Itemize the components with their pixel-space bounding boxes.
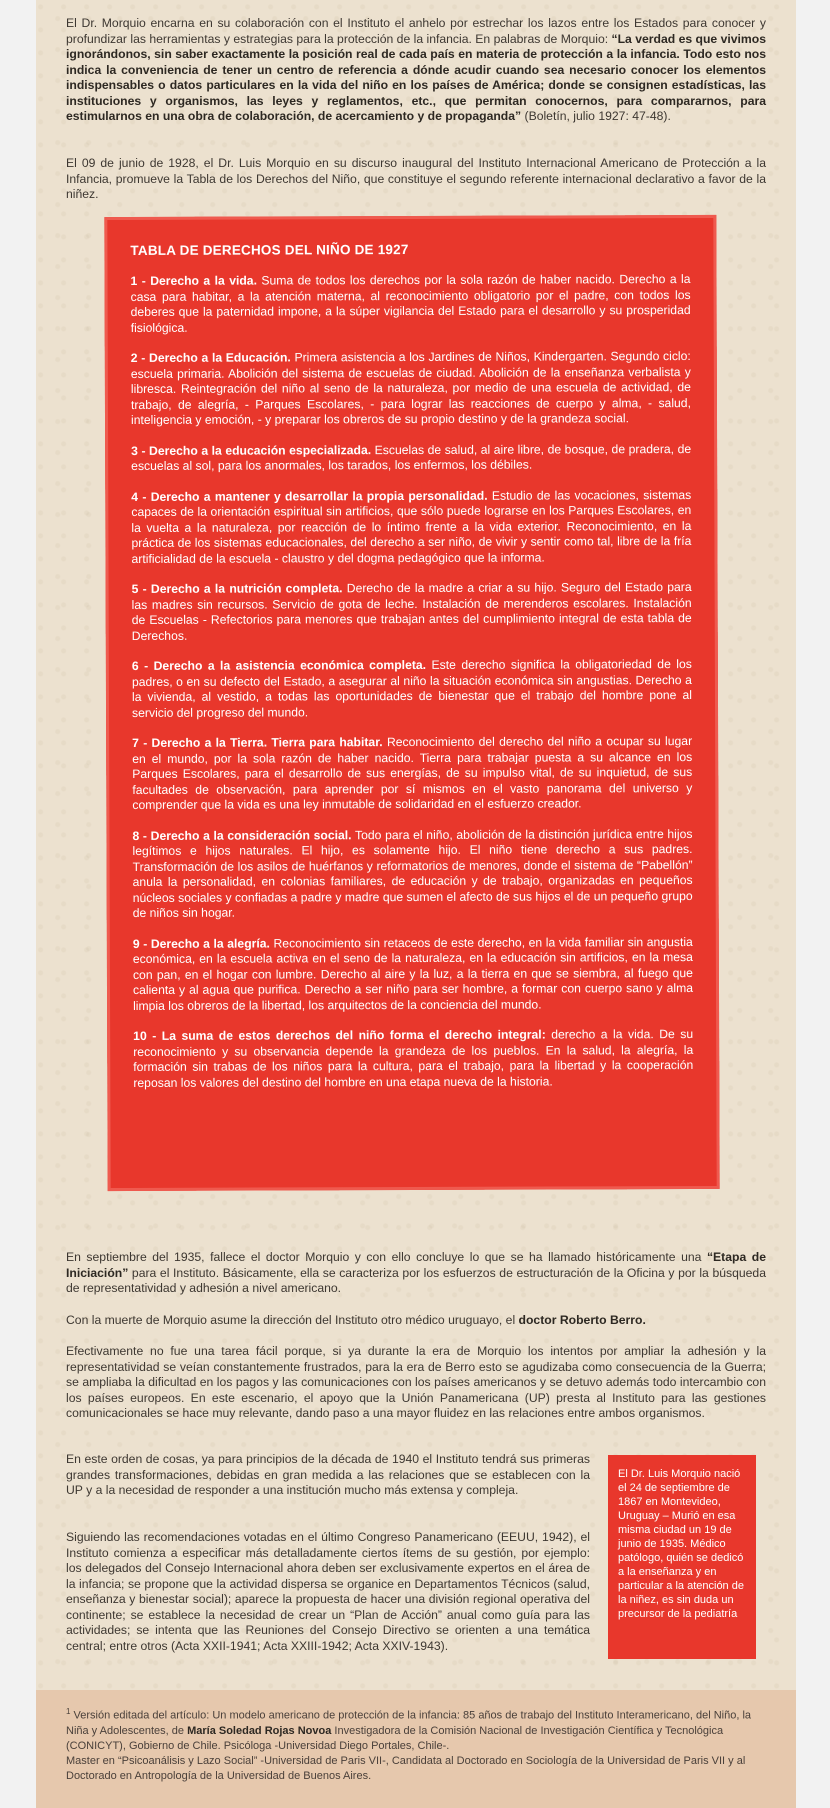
right-item-text: Estudio de las vocaciones, sistemas capaces de la orientación espiritual sin artificios, que sólo puede lograrse en los Parques Escolares, en la vuelta a la naturaleza, por reacción de lo íntimo frente a la vida exterior. Reconocimiento, en la práctica de los sistemas educacionales, del derecho a ser niño, de vivir y sentir como tal, libre de la fría artificialidad de la escuela - claustro y del dogma pedagógico que la informa.	[131, 487, 692, 566]
roberto-berro-name: doctor Roberto Berro.	[518, 1313, 646, 1327]
quote-citation: (Boletín, julio 1927: 47-48).	[521, 109, 671, 123]
paragraph-congreso: Siguiendo las recomendaciones votadas en el último Congreso Panamericano (EEUU, 1942), el Instituto comienza a especificar más detalladamente ciertos ítems de su gestión, por ejemplo: los delegados del Consejo Internacional ahora deben ser exclusivamente expertos en el área de la infancia; se propone que la actividad dispersa se organice en Departamentos Técnicos (salud, enseñanza y bienestar social); aparece la propuesta de hacer una división regional operativa del continente; se establece la necesidad de crear un “Plan de Acción” anual como guía para las actividades; se intenta que las Reuniones del Consejo Directivo se orienten a una temática central; entre otros (Acta XXII-1941; Acta XXIII-1942; Acta XXIV-1943).	[66, 1530, 590, 1653]
right-item-title: 10 - La suma de estos derechos del niño forma el derecho integral:	[133, 1027, 546, 1043]
intro-paragraph-1928: El 09 de junio de 1928, el Dr. Luis Morquio en su discurso inaugural del Instituto Internacional Americano de Protección a la Infancia, promueve la Tabla de los Derechos del Niño, que constituye el segundo referente internacional declarativo a favor de la niñez.	[66, 156, 766, 201]
paragraph-text: Con la muerte de Morquio asume la dirección del Instituto otro médico uruguayo, el	[66, 1313, 519, 1327]
rights-table-title: TABLA DE DERECHOS DEL NIÑO DE 1927	[130, 242, 409, 258]
morquio-bio-text: El Dr. Luis Morquio nació el 24 de septiembre de 1867 en Montevideo, Uruguay – Murió en esa misma ciudad un 19 de junio de 1935. Médico patólogo, quién se dedicó a la enseñanza y en particular a la atención de la niñez, es sin duda un precursor de la pediatría	[618, 1468, 744, 1620]
right-item	[132, 580, 692, 644]
right-item	[131, 442, 691, 475]
paragraph-1940: En este orden de cosas, ya para principios de la década de 1940 el Instituto tendrá sus primeras grandes transformaciones, debidas en gran medida a las relaciones que se establecen con la UP y a la necesidad de responder a una institución mucho más extensa y compleja.	[66, 1452, 590, 1497]
morquio-quote: “La verdad es que vivimos ignorándonos, sin saber exactamente la posición real de cada país en materia de protección a la infancia. Todo esto nos indica la conveniencia de tener un centro de referencia a dónde acudir cuando sea necesario conocer los elementos indispensables o datos particulares en la vida del niño en los países de América; donde se consignen estadísticas, las instituciones y organismos, las leyes y reglamentos, etc., que permitan conocernos, para compararnos, para estimularnos en una obra de colaboración, de acercamiento y de propaganda”	[66, 31, 766, 123]
right-item-title: 8 - Derecho a la consideración social.	[132, 827, 352, 843]
article-page	[36, 0, 796, 1808]
intro-paragraph-morquio	[66, 16, 766, 125]
morquio-bio-box	[608, 1455, 756, 1659]
right-item-title: 7 - Derecho a la Tierra. Tierra para habitar.	[132, 735, 383, 750]
intro-text: El Dr. Morquio encarna en su colaboración con el Instituto el anhelo por estrechar los lazos entre los Estados para conocer y profundizar las herramientas y estrategias para la protección de la infancia. En palabras de Morquio:	[66, 16, 766, 46]
right-item-title: 5 - Derecho a la nutrición completa.	[131, 581, 343, 596]
right-item-text: Reconocimiento sin retaceos de este derecho, en la vida familiar sin angustia económica, en la escuela activa en el seno de la naturaleza, en la educación sin artificios, en la mesa con pan, en el hogar con lumbre. Derecho al aire y la luz, a la tierra en que se siembra, al fuego que calienta y al agua que purifica. Derecho a ser niño para ser hombre, a formar con cuerpo sano y alma limpia los obreros de la libertad, los arquitectos de la conciencia del mundo.	[132, 934, 694, 1013]
footnote-box	[36, 1690, 796, 1808]
footnote-part: Master en “Psicoanálisis y Lazo Social” -Universidad de Paris VII-, Candidata al Doctorado en Sociología de la Universidad de Paris VII y al Doctorado en Antropología de la Universidad de Buenos Aires.	[66, 1754, 746, 1782]
right-item-text: Primera asistencia a los Jardines de Niños, Kindergarten. Segundo ciclo: escuela primaria. Abolición del sistema de escuelas de ciudad. Abolición de la enseñanza verbalista y libresca. Reintegración del niño al seno de la naturaleza, por medio de una escuela de actividad, de trabajo, de alegría, - Parques Escolares, - para lograr las reacciones de cuerpo y alma, - salud, inteligencia y emoción, - y preparar los obreros de su propio destino y de la grandeza social.	[130, 349, 691, 427]
right-item-title: 4 - Derecho a mantener y desarrollar la propia personalidad.	[131, 488, 488, 504]
right-item	[133, 1027, 693, 1091]
right-item	[132, 657, 692, 721]
paragraph-guerra: Efectivamente no fue una tarea fácil porque, si ya durante la era de Morquio los intentos por ampliar la adhesión y la representatividad se veían constantemente frustrados, para la era de Berro esto se agudizaba como consecuencia de la Guerra; se ampliaba la dificultad en los pagos y las comunicaciones con los países americanos y se detuvo además todo intercambio con los países europeos. En este escenario, el apoyo que la Unión Panamericana (UP) presta al Instituto para las gestiones comunicacionales se hace muy relevante, dando paso a una mayor fluidez en las relaciones entre ambos organismos.	[66, 1344, 766, 1420]
right-item-text: Todo para el niño, abolición de la distinción jurídica entre hijos legítimos e hijos naturales. El hijo, es solamente hijo. El niño tiene derecho a sus padres. Transformación de los asilos de huérfanos y reformatorios de menores, donde el sistema de “Pabellón” anula la personalidad, en colonias familiares, de educación y de trabajo, organizadas en pequeños núcleos sociales y confiadas a padre y madre que sumen el afecto de sus hijos el de un pequeño grupo de niños sin hogar.	[132, 826, 693, 920]
footnote-part: Investigadora de la Comisión Nacional de Investigación Científica y Tecnológica (CONICYT), Gobierno de Chile. Psicóloga -Universidad Diego Portales, Chile-.	[66, 1724, 724, 1752]
right-item	[132, 827, 692, 922]
etapa-iniciacion-term: “Etapa de Iniciación”	[66, 1250, 766, 1280]
footnote-marker: 1	[66, 1707, 71, 1716]
right-item	[131, 272, 691, 336]
right-item	[131, 349, 691, 428]
paragraph-etapa-iniciacion	[66, 1250, 766, 1297]
right-item-text: Escuelas de salud, al aire libre, de bosque, de pradera, de escuelas al sol, para los anormales, los tarados, los enfermos, los débiles.	[131, 441, 692, 473]
footnote-part: Versión editada del artículo: Un modelo americano de protección de la infancia: 85 años de trabajo del Instituto Interamericano, del Niño, la Niña y Adolescentes, de	[66, 1709, 752, 1737]
right-item-title: 6 - Derecho a la asistencia económica completa.	[131, 657, 427, 673]
paragraph-text: En septiembre del 1935, fallece el doctor Morquio y con ello concluye lo que se ha llamado históricamente una	[66, 1250, 707, 1264]
right-item-title: 1 - Derecho a la vida.	[130, 273, 257, 288]
footnote-author: María Soledad Rojas Novoa	[187, 1724, 332, 1737]
rights-table-box	[104, 215, 719, 1191]
right-item-title: 3 - Derecho a la educación especializada.	[131, 442, 372, 458]
right-item-text: derecho a la vida. De su reconocimiento y su observancia depende la grandeza de los pueblos. En la salud, la alegría, la formación sin trabas de los niños para la cultura, para el trabajo, para la libertad y la cooperación reposan los valores del destino del hombre en una etapa nueva de la historia.	[133, 1027, 694, 1090]
right-item	[132, 734, 692, 813]
footnote-text	[66, 1704, 766, 1784]
right-item-text: Derecho de la madre a criar a su hijo. Seguro del Estado para las madres sin recursos. Servicio de gota de leche. Instalación de merenderos escolares. Instalación de Escuelas - Refectorios para menores que trabajan antes del cumplimiento integral de esta tabla de Derechos.	[131, 580, 692, 643]
right-item-title: 2 - Derecho a la Educación.	[130, 350, 291, 365]
right-item-title: 9 - Derecho a la alegría.	[132, 935, 270, 951]
right-item-text: Suma de todos los derechos por la sola razón de haber nacido. Derecho a la casa para habitar, a la atención materna, al reconocimiento obligatorio por el padre, con todos los deberes que la paternidad impone, a la súper vigilancia del Estado para el desarrollo y su prosperidad fisiológica.	[130, 272, 691, 335]
right-item-text: Reconocimiento del derecho del niño a ocupar su lugar en el mundo, por la sola razón de haber nacido. Tierra para trabajar puesta a su alcance en los Parques Escolares, para el desarrollo de sus energías, de su impulso vital, de su inquietud, de sus facultades de observación, para aprender por sí mismos en el vasto panorama del universo y comprender que la vida es una ley inmutable de solidaridad en el esfuerzo creador.	[132, 734, 693, 812]
paragraph-berro	[66, 1313, 766, 1329]
paragraph-text: para el Instituto. Básicamente, ella se caracteriza por los esfuerzos de estructuración de la Oficina y por la búsqueda de representatividad y adhesión a nivel americano.	[66, 1265, 766, 1295]
right-item-text: Este derecho significa la obligatoriedad de los padres, o en su defecto del Estado, a asegurar al niño la situación económica sin angustias. Derecho a la vivienda, al vestido, a todas las oportunidades de bienestar que el trabajo del hombre pone al servicio del progreso del mundo.	[131, 657, 692, 720]
right-item	[133, 935, 693, 1014]
right-item	[131, 488, 691, 567]
